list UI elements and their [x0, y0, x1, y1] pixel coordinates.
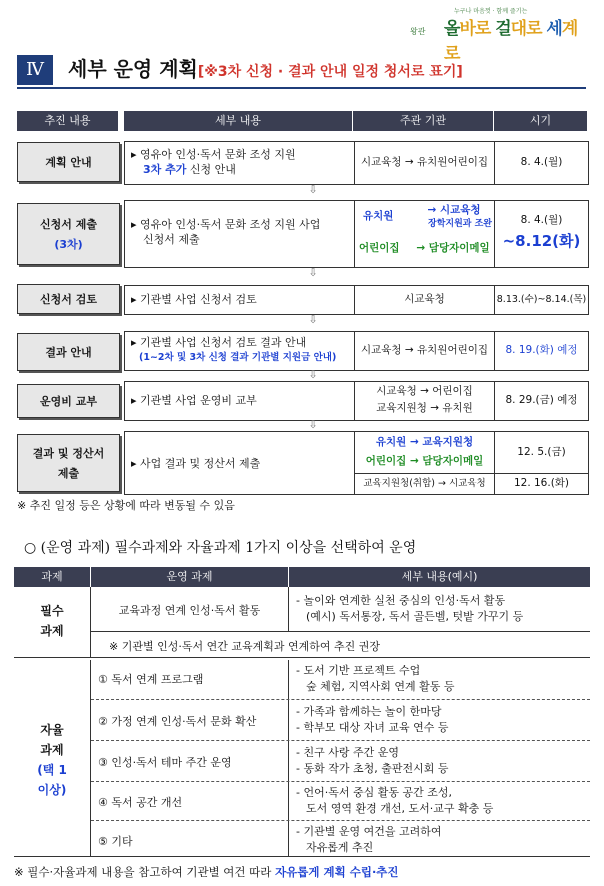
optional-task-1: ① 독서 연계 프로그램 — [98, 673, 204, 686]
required-detail: - 놀이와 연계한 실천 중심의 인성·독서 활동 (예시) 독서통장, 독서 골든벨, 텃밭 가꾸기 등 — [296, 594, 524, 623]
row-result-label: 결과 안내 — [17, 333, 120, 371]
table2-header-category: 과제 — [14, 567, 90, 587]
required-label: 필수 과제 — [40, 604, 64, 638]
row-plan — [124, 141, 589, 185]
table1-header-date: 시기 — [494, 111, 587, 131]
row-review-label: 신청서 검토 — [17, 284, 120, 314]
row-result-detail: ▸ 기관별 사업 신청서 검토 결과 안내 (1~2차 및 3차 신청 결과 기관별 지원금 안내) — [131, 336, 337, 363]
optional-task-2: ② 가정 연계 인성·독서 문화 확산 — [98, 715, 257, 728]
down-arrow-icon: ⇩ — [308, 313, 318, 326]
optional-detail-4: - 언어·독서 중심 활동 공간 조성, 도서 영역 환경 개선, 도서·교구 확충 등 — [296, 786, 494, 815]
section-divider — [17, 87, 586, 89]
optional-task-5: ⑤ 기타 — [98, 835, 133, 848]
row-plan-detail: ▸ 영유아 인성·독서 문화 조성 지원 3차 추가 신청 안내 — [131, 148, 296, 176]
logo-tagline: 누구나 마음껏 · 함께 즐기는 — [454, 8, 528, 15]
optional-task-3: ③ 인성·독서 테마 주간 운영 — [98, 756, 232, 769]
intro-text: ○ (운영 과제) 필수과제와 자율과제 1가지 이상을 선택하여 운영 — [24, 540, 417, 556]
row-final-detail: ▸ 사업 결과 및 정산서 제출 — [131, 457, 261, 470]
optional-section — [14, 660, 590, 857]
row-final — [124, 431, 589, 495]
required-task: 교육과정 연계 인성·독서 활동 — [118, 604, 261, 617]
row-final-org-1: 유치원 → 교육지원청 — [375, 436, 474, 448]
row-result-date: 8. 19.(화) 예정 — [505, 344, 578, 356]
row-result-org: 시교육청 → 유치원어린이집 — [360, 344, 489, 356]
optional-detail-1: - 도서 기반 프로젝트 수업 숲 체험, 지역사회 연계 활동 등 — [296, 664, 455, 693]
down-arrow-icon: ⇩ — [308, 418, 318, 431]
logo-small-text: 왕관 — [410, 27, 426, 36]
row-final-org-3: 교육지원청(취합) → 시교육청 — [363, 478, 486, 489]
row-plan-label: 계획 안내 — [17, 142, 120, 182]
row-review-date: 8.13.(수)~8.14.(목) — [496, 294, 587, 305]
logo-main-text: 올바로 걸대로 세계로 — [444, 19, 578, 64]
row-plan-date: 8. 4.(월) — [520, 156, 563, 168]
row-final-label: 결과 및 정산서 제출 — [17, 434, 120, 492]
down-arrow-icon: ⇩ — [308, 368, 318, 381]
section-subtitle: [※3차 신청 · 결과 안내 일정 청서로 표기] — [197, 64, 463, 80]
row-result — [124, 331, 589, 371]
row-plan-org: 시교육청 → 유치원어린이집 — [360, 156, 489, 168]
row-review — [124, 285, 589, 315]
row-fund-label: 운영비 교부 — [17, 384, 120, 418]
optional-label: 자율 과제 (택 1 이상) — [37, 723, 67, 797]
required-section — [14, 587, 590, 658]
row-fund-org-2: 교육지원청 → 유치원 — [376, 402, 473, 414]
required-note: ※ 기관별 인성·독서 연간 교육계획과 연계하여 추진 권장 — [109, 640, 380, 653]
table1-header-org: 주관 기관 — [353, 111, 493, 131]
row-submit-detail: ▸ 영유아 인성·독서 문화 조성 지원 사업 신청서 제출 — [131, 218, 321, 246]
optional-detail-3: - 친구 사랑 주간 운영 - 동화 작가 초청, 출판전시회 등 — [296, 746, 449, 775]
footer-note: ※ 필수·자율과제 내용을 참고하여 기관별 여건 따라 자유롭게 계획 수립·추진 — [14, 865, 399, 879]
schedule-note: ※ 추진 일정 등은 상황에 따라 변동될 수 있음 — [17, 499, 235, 512]
row-fund-detail: ▸ 기관별 사업 운영비 교부 — [131, 394, 257, 407]
down-arrow-icon: ⇩ — [308, 266, 318, 279]
row-submit-label: 신청서 제출 (3차) — [17, 203, 120, 265]
row-review-detail: ▸ 기관별 사업 신청서 검토 — [131, 293, 257, 306]
row-submit: ▸ 영유아 인성·독서 문화 조성 지원 사업 신청서 제출 유치원 → 시교육청 장학지원과 조완 어린이집 → 담당자이메일 8. 4.(월) ~8.12(화) — [124, 200, 589, 268]
section-title: 세부 운영 계획[※3차 신청 · 결과 안내 일정 청서로 표기] — [68, 57, 463, 81]
row-fund — [124, 381, 589, 421]
section-number: Ⅳ — [17, 55, 53, 85]
row-fund-date: 8. 29.(금) 예정 — [505, 394, 578, 406]
down-arrow-icon: ⇩ — [308, 183, 318, 196]
row-fund-org-1: 시교육청 → 어린이집 — [376, 385, 473, 397]
optional-detail-5: - 기관별 운영 여건을 고려하여 자유롭게 추진 — [296, 825, 442, 854]
optional-detail-2: - 가족과 함께하는 놀이 한마당 - 학부모 대상 자녀 교육 연수 등 — [296, 705, 449, 734]
optional-task-4: ④ 독서 공간 개선 — [98, 796, 183, 809]
row-review-org: 시교육청 — [404, 293, 445, 305]
row-submit-date-end: ~8.12(화) — [502, 232, 581, 250]
row-final-date-1: 12. 5.(금) — [517, 446, 566, 458]
table2-header-detail: 세부 내용(예시) — [289, 567, 590, 587]
table1-header-detail: 세부 내용 — [124, 111, 352, 131]
row-final-date-2: 12. 16.(화) — [513, 477, 570, 489]
logo — [408, 6, 588, 64]
table2-header-task: 운영 과제 — [91, 567, 288, 587]
row-final-org-2: 어린이집 → 담당자이메일 — [365, 455, 484, 467]
table1-header-task: 추진 내용 — [17, 111, 118, 131]
row-submit-date-start: 8. 4.(월) — [520, 214, 563, 226]
